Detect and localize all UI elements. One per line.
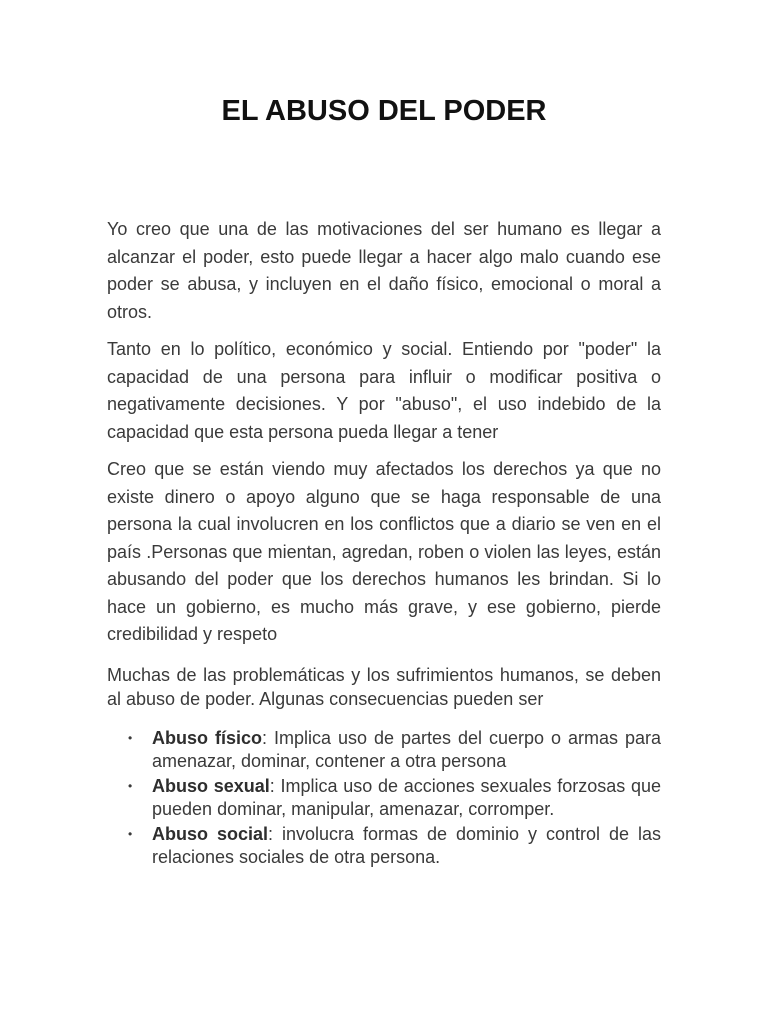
document-body bbox=[107, 216, 661, 871]
list-item-description: : Implica uso de partes del cuerpo o armas para amenazar, dominar, contener a otra persona bbox=[152, 727, 662, 771]
list-item-description: : Implica uso de acciones sexuales forzosas que pueden dominar, manipular, amenazar, corromper. bbox=[152, 775, 661, 819]
list-item-sexual-abuse bbox=[107, 775, 661, 821]
list-item-physical-abuse bbox=[107, 727, 661, 773]
paragraph-4: Muchas de las problemáticas y los sufrimientos humanos, se deben al abuso de poder. Algunas consecuencias pueden ser bbox=[107, 664, 661, 709]
document-title: EL ABUSO DEL PODER bbox=[221, 95, 547, 127]
paragraph-1: Yo creo que una de las motivaciones del ser humano es llegar a alcanzar el poder, esto puede llegar a hacer algo malo cuando ese poder se abusa, y incluyen en el daño físico, emocional o moral a otros. bbox=[107, 219, 661, 322]
paragraph-2: Tanto en lo político, económico y social. Entiendo por "poder" la capacidad de una persona para influir o modificar positiva o negativamente decisiones. Y por "abuso", el uso indebido de la capacidad que esta persona pueda llegar a tener bbox=[107, 339, 661, 442]
bullet-icon: • bbox=[128, 730, 133, 745]
bullet-icon: • bbox=[128, 826, 133, 841]
bullet-icon: • bbox=[128, 778, 133, 793]
list-item-term: Abuso físico bbox=[152, 727, 262, 748]
consequences-list bbox=[107, 727, 661, 869]
list-item-term: Abuso sexual bbox=[152, 775, 270, 796]
list-item-term: Abuso social bbox=[152, 823, 269, 844]
paragraph-3: Creo que se están viendo muy afectados los derechos ya que no existe dinero o apoyo alguno que se haga responsable de una persona la cual involucren en los conflictos que a diario se ven en el país .Personas que mientan, agredan, roben o violen las leyes, están abusando del poder que los derechos humanos les brindan. Si lo hace un gobierno, es mucho más grave, y ese gobierno, pierde credibilidad y respeto bbox=[107, 459, 661, 644]
list-item-social-abuse bbox=[107, 823, 661, 869]
list-item-description: : involucra formas de dominio y control de las relaciones sociales de otra persona. bbox=[152, 823, 662, 867]
